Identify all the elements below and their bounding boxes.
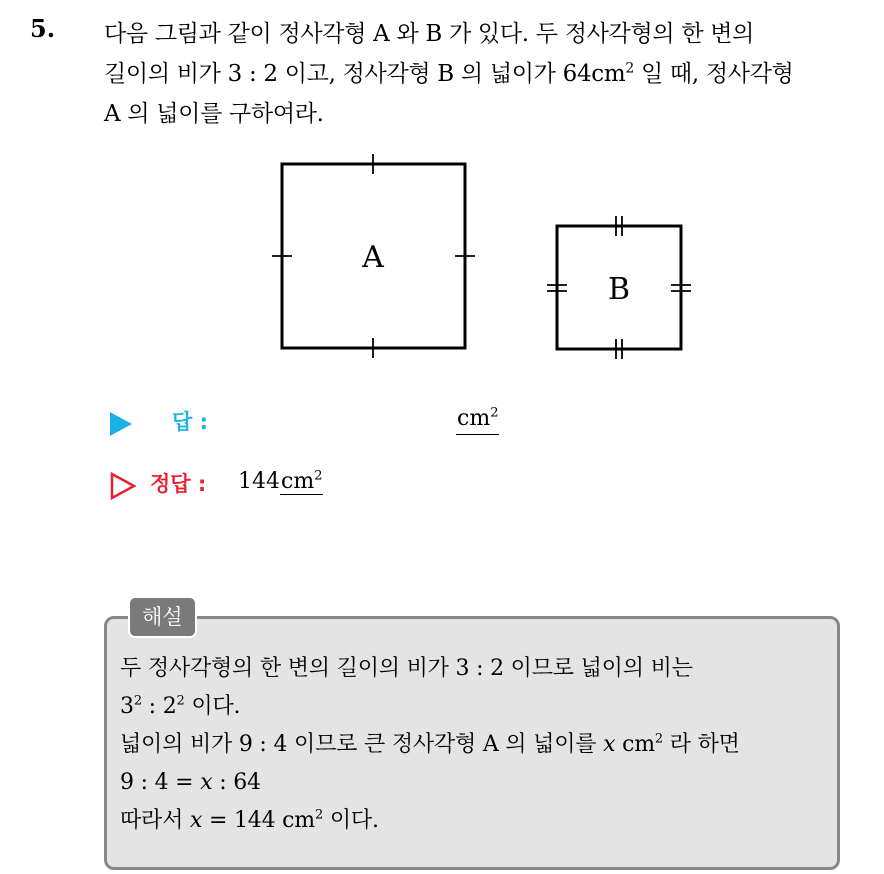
square-b-label: B — [607, 272, 631, 307]
question-line-3: A 의 넓이를 구하여라. — [104, 101, 324, 127]
square-a — [272, 154, 475, 358]
correct-answer-label: 정답 : — [150, 472, 207, 496]
question-line-1: 다음 그림과 같이 정사각형 A 와 B 가 있다. 두 정사각형의 한 변의 — [104, 21, 755, 47]
solution-line-2: $3^2$ : $2^2$ 이다. — [120, 693, 241, 719]
squares-figure — [0, 0, 884, 400]
answer-field[interactable]: $cm^2$ — [456, 404, 499, 435]
question-line-2: 길이의 비가 3 : 2 이고, 정사각형 B 의 넓이가 $64cm^2$ 일 때, 정사각형 — [104, 60, 794, 87]
square-a-label: A — [362, 240, 384, 275]
outline-triangle-icon — [110, 472, 136, 500]
correct-answer-value: $144cm^2$ — [238, 468, 323, 494]
question-number: 5. — [30, 14, 56, 43]
solution-text — [120, 650, 830, 840]
solution-line-1: 두 정사각형의 한 변의 길이의 비가 3 : 2 이므로 넓이의 비는 — [120, 656, 693, 681]
play-icon — [110, 412, 132, 436]
solution-line-4: 9 : 4 = x : 64 — [120, 770, 261, 795]
answer-row — [110, 404, 610, 444]
answer-label: 답 : — [172, 410, 208, 434]
solution-tag: 해설 — [128, 596, 197, 638]
correct-answer-row — [110, 466, 610, 506]
solution-line-5: 따라서 x = 144 $cm^2$ 이다. — [120, 807, 379, 833]
solution-line-3: 넓이의 비가 9 : 4 이므로 큰 정사각형 A 의 넓이를 x $cm^2$ 라 하면 — [120, 731, 740, 757]
square-b — [547, 216, 691, 359]
